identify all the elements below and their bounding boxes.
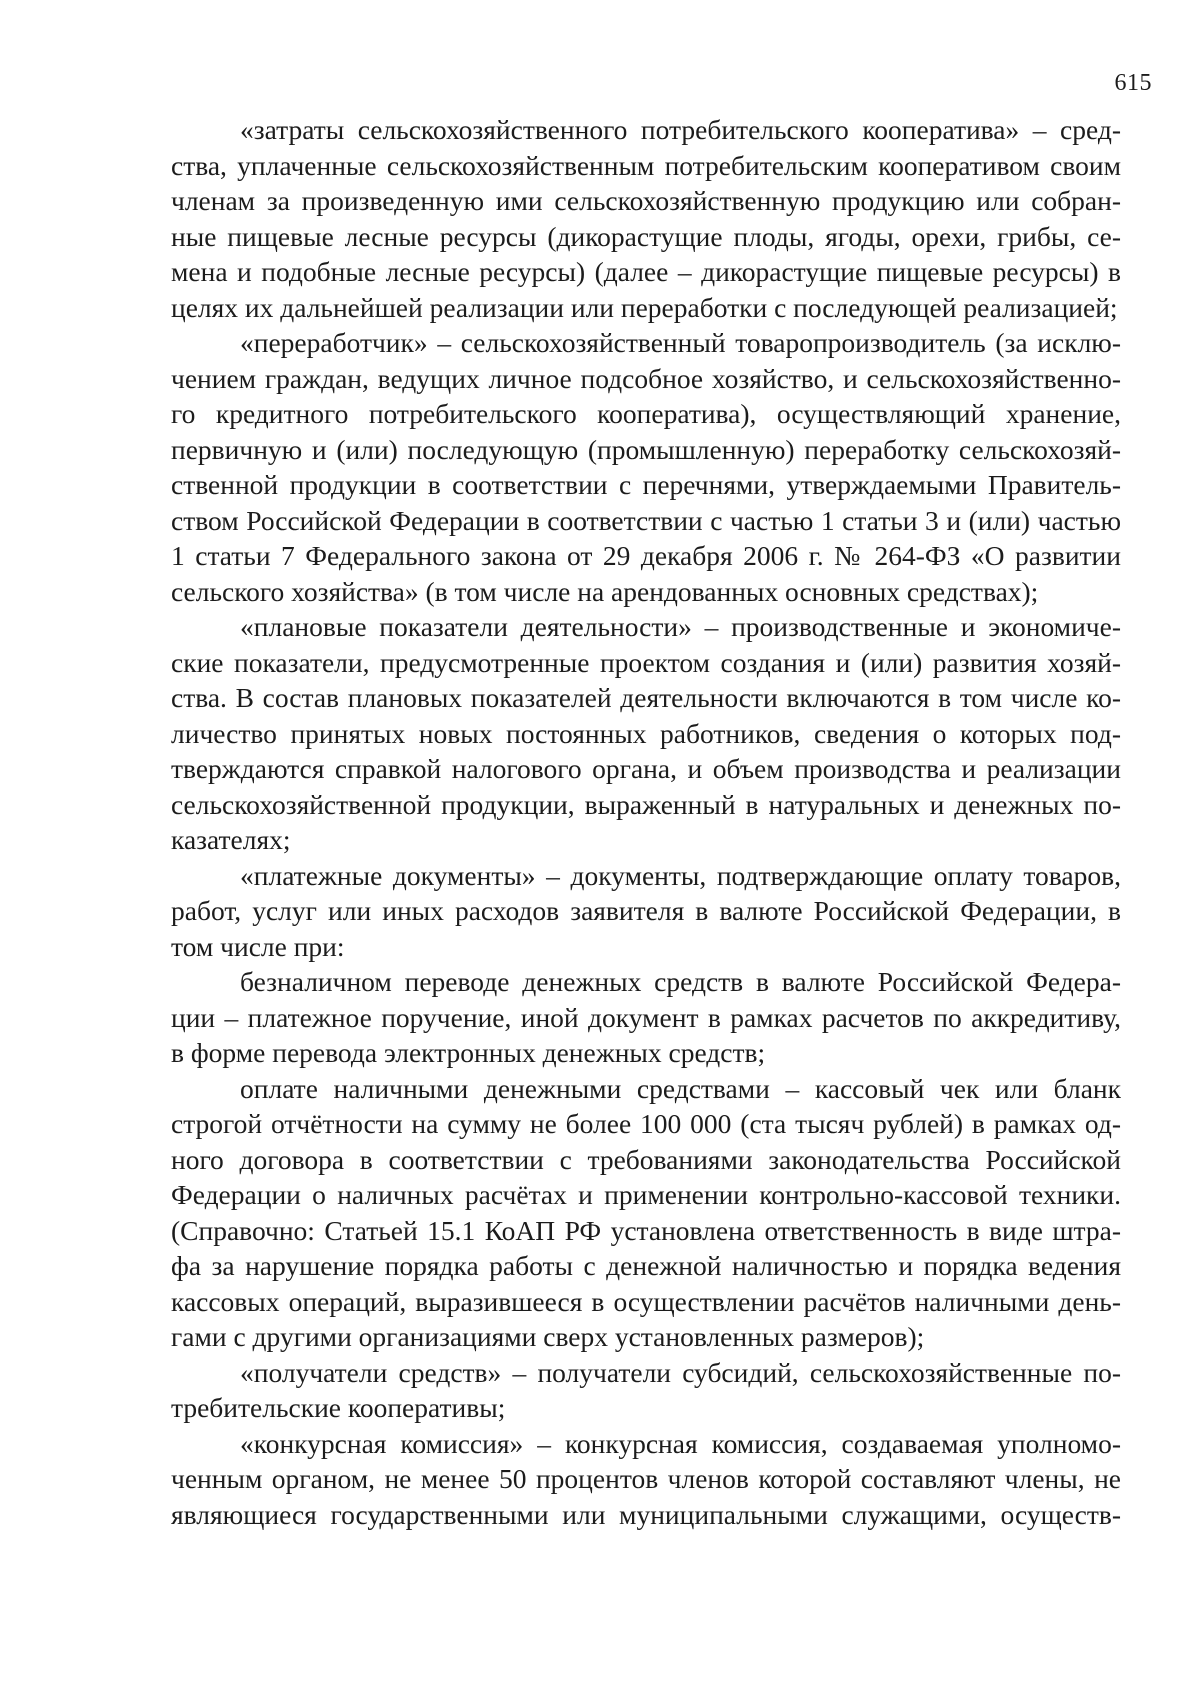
text-line: ские показатели, предусмотренные проектом создания и (или) развития хозяй- [171, 646, 1121, 678]
text-line: Федерации о наличных расчётах и применении контрольно-кассовой техники. [171, 1179, 1121, 1210]
text-line: ные пищевые лесные ресурсы (дикорастущие плоды, ягоды, орехи, грибы, се- [171, 220, 1121, 252]
paragraph [171, 964, 1121, 1071]
text-line: ственной продукции в соответствии с перечнями, утверждаемыми Правитель- [171, 469, 1121, 500]
paragraph [171, 1426, 1121, 1533]
paragraph [171, 112, 1121, 325]
page-number: 615 [1114, 70, 1152, 96]
text-line: «плановые показатели деятельности» – производственные и экономиче- [240, 611, 1121, 642]
paragraph [171, 858, 1121, 965]
text-line: сельского хозяйства» (в том числе на арендованных основных средствах); [171, 575, 1039, 607]
text-line: чением граждан, ведущих личное подсобное хозяйство, и сельскохозяйственно- [171, 362, 1121, 394]
text-line: требительские кооперативы; [171, 1392, 506, 1423]
paragraph [171, 1071, 1121, 1355]
text-line: кассовых операций, выразившееся в осуществлении расчётов наличными день- [171, 1285, 1121, 1317]
text-line: личество принятых новых постоянных работников, сведения о которых под- [171, 717, 1121, 749]
text-line: оплате наличными денежными средствами – кассовый чек или бланк [240, 1072, 1121, 1104]
text-line: целях их дальнейшей реализации или переработки с последующей реализацией; [171, 291, 1118, 323]
text-line: «конкурсная комиссия» – конкурсная комиссия, создаваемая уполномо- [240, 1427, 1121, 1459]
text-line: «платежные документы» – документы, подтверждающие оплату товаров, [240, 859, 1121, 891]
text-line: «затраты сельскохозяйственного потребительского кооператива» – сред- [240, 114, 1121, 145]
text-line: 1 статьи 7 Федерального закона от 29 декабря 2006 г. № 264-ФЗ «О развитии [171, 540, 1121, 571]
text-line: ством Российской Федерации в соответствии с частью 1 статьи 3 и (или) частью [171, 504, 1121, 536]
text-line: том числе при: [171, 930, 345, 962]
text-line: первичную и (или) последующую (промышленную) переработку сельскохозяй- [171, 433, 1121, 465]
text-line: (Справочно: Статьей 15.1 КоАП РФ установлена ответственность в виде штра- [171, 1214, 1121, 1246]
text-line: строгой отчётности на сумму не более 100 000 (ста тысяч рублей) в рамках од- [171, 1108, 1121, 1139]
text-line: ченным органом, не менее 50 процентов членов которой составляют члены, не [171, 1463, 1121, 1494]
text-line: сельскохозяйственной продукции, выраженный в натуральных и денежных по- [171, 788, 1121, 820]
text-line: ного договора в соответствии с требованиями законодательства Российской [171, 1143, 1121, 1175]
text-line: казателях; [171, 824, 291, 855]
text-line: ства, уплаченные сельскохозяйственным потребительским кооперативом своим [171, 149, 1121, 181]
text-line: го кредитного потребительского кооператива), осуществляющий хранение, [171, 398, 1121, 429]
text-line: ции – платежное поручение, иной документ в рамках расчетов по аккредитиву, [171, 1001, 1121, 1033]
paragraph [171, 609, 1121, 858]
text-line: работ, услуг или иных расходов заявителя в валюте Российской Федерации, в [171, 895, 1121, 926]
text-line: «получатели средств» – получатели субсидий, сельскохозяйственные по- [240, 1356, 1121, 1388]
text-line: мена и подобные лесные ресурсы) (далее – дикорастущие пищевые ресурсы) в [171, 256, 1121, 287]
paragraph [171, 1355, 1121, 1426]
document-body [171, 112, 1121, 1532]
text-line: в форме перевода электронных денежных средств; [171, 1037, 766, 1068]
text-line: являющиеся государственными или муниципальными служащими, осуществ- [171, 1498, 1121, 1530]
text-line: безналичном переводе денежных средств в валюте Российской Федера- [240, 966, 1121, 997]
text-line: фа за нарушение порядка работы с денежной наличностью и порядка ведения [171, 1250, 1121, 1281]
text-line: ства. В состав плановых показателей деятельности включаются в том числе ко- [171, 682, 1121, 713]
text-line: «переработчик» – сельскохозяйственный товаропроизводитель (за исклю- [240, 327, 1121, 358]
text-line: тверждаются справкой налогового органа, и объем производства и реализации [171, 753, 1121, 784]
text-line: членам за произведенную ими сельскохозяйственную продукцию или собран- [171, 185, 1121, 216]
text-line: гами с другими организациями сверх установленных размеров); [171, 1321, 925, 1352]
paragraph [171, 325, 1121, 609]
